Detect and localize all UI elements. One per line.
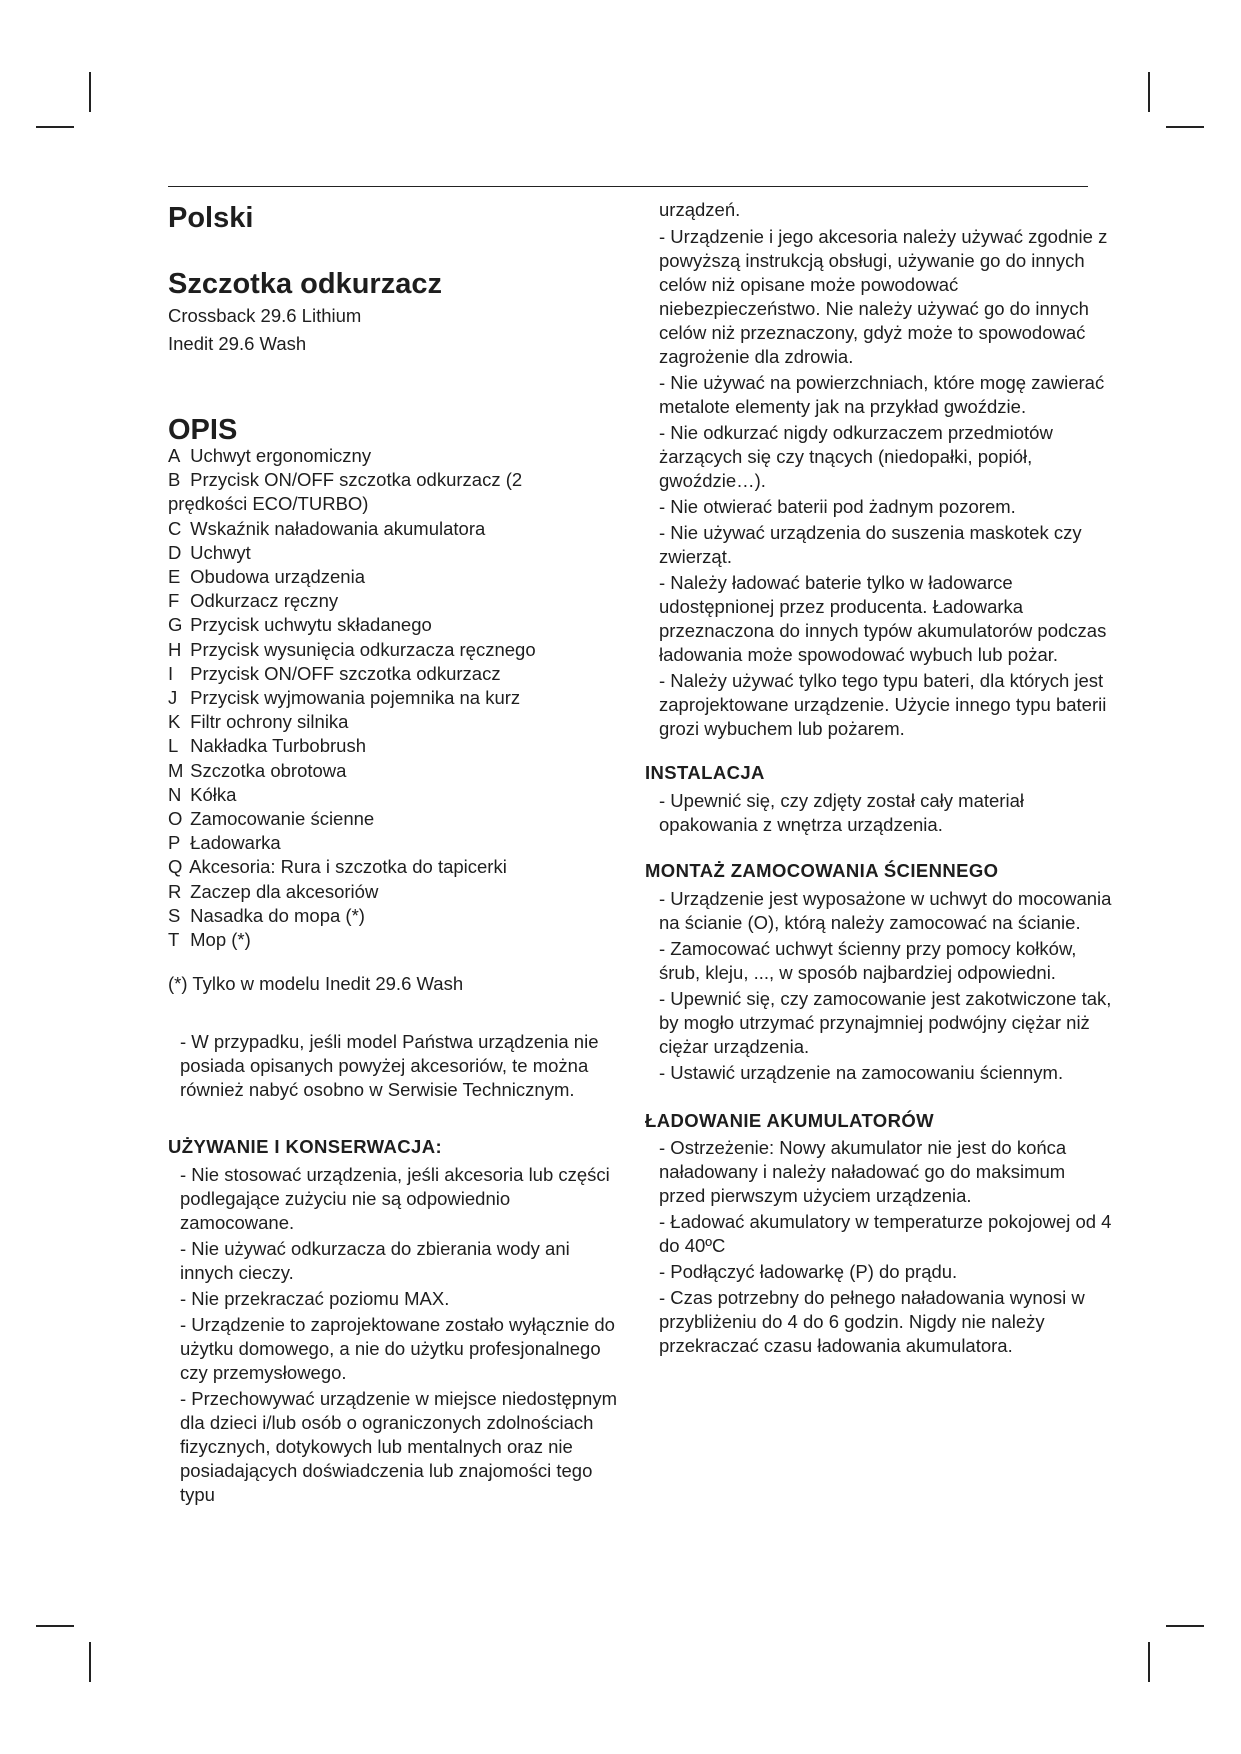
- opis-item-text: Odkurzacz ręczny: [190, 590, 339, 612]
- product-title: Szczotka odkurzacz: [168, 268, 442, 300]
- opis-item: [168, 783, 628, 807]
- opis-item-text: Przycisk ON/OFF szczotka odkurzacz: [190, 662, 501, 684]
- list-item: - Ładować akumulatory w temperaturze pokojowej od 4 do 40ºC: [659, 1211, 1112, 1256]
- opis-item-letter: N: [168, 783, 182, 805]
- list-item: - Zamocować uchwyt ścienny przy pomocy kołków, śrub, kleju, ..., w sposób najbardziej odpowiedni.: [659, 938, 1077, 983]
- crop-mark: [36, 1625, 74, 1627]
- opis-item-letter: L: [168, 735, 179, 757]
- instalacja-heading: INSTALACJA: [645, 762, 765, 783]
- opis-item-text: Uchwyt ergonomiczny: [190, 445, 372, 466]
- opis-item-text: Obudowa urządzenia: [190, 566, 365, 588]
- opis-item-letter: D: [168, 541, 182, 563]
- list-item: - Nie używać odkurzacza do zbierania wody ani innych cieczy.: [180, 1238, 570, 1284]
- opis-item-letter: B: [168, 469, 181, 491]
- opis-list: [168, 444, 628, 952]
- header-rule: [168, 186, 1088, 187]
- list-item: - Czas potrzebny do pełnego naładowania wynosi w przybliżeniu do 4 do 6 godzin. Nigdy nie należy przekraczać czasu ładowania akumulatora.: [659, 1287, 1085, 1356]
- opis-item-letter: S: [168, 904, 181, 926]
- ladowanie-heading: ŁADOWANIE AKUMULATORÓW: [645, 1110, 935, 1131]
- continuation-text: urządzeń.: [659, 199, 741, 220]
- opis-item: [168, 831, 628, 855]
- opis-item-letter: G: [168, 614, 183, 636]
- opis-item: [168, 904, 628, 928]
- opis-item-letter: Q: [168, 856, 183, 878]
- opis-footnote: (*) Tylko w modelu Inedit 29.6 Wash: [168, 973, 464, 995]
- opis-item: [168, 517, 628, 541]
- opis-item: [168, 734, 628, 758]
- opis-item-text: Zamocowanie ścienne: [190, 808, 375, 830]
- opis-item-text: Filtr ochrony silnika: [190, 711, 349, 733]
- list-item: - Urządzenie i jego akcesoria należy używać zgodnie z powyższą instrukcją obsługi, używanie go do innych celów niż opisane może powodować niebezpieczeństwo. Nie należy używać go do innych celów niż przeznaczony, gdyż może to spowodować zagrożenie dla zdrowia.: [659, 226, 1108, 367]
- opis-item-text: Wskaźnik naładowania akumulatora: [190, 517, 486, 539]
- opis-item-text: Nasadka do mopa (*): [190, 904, 365, 926]
- opis-item-letter: A: [168, 445, 181, 466]
- opis-item: [168, 686, 628, 710]
- uzywanie-list: [168, 1163, 628, 1507]
- opis-item-text: Nakładka Turbobrush: [190, 735, 366, 757]
- list-item: - Należy używać tylko tego typu bateri, dla których jest zaprojektowane urządzenie. Użycie innego typu baterii grozi wybuchem lub pożarem.: [659, 670, 1107, 739]
- montaz-list: [645, 887, 1115, 1085]
- opis-item-letter: K: [168, 711, 181, 733]
- opis-item: [168, 565, 628, 589]
- opis-item: [168, 855, 628, 879]
- opis-item-text: Przycisk wyjmowania pojemnika na kurz: [190, 687, 521, 709]
- opis-item-text: Przycisk uchwytu składanego: [190, 614, 432, 636]
- crop-mark: [1166, 126, 1204, 128]
- uzywanie-heading: UŻYWANIE I KONSERWACJA:: [168, 1136, 443, 1158]
- opis-item-text: Przycisk ON/OFF szczotka odkurzacz (2 prędkości ECO/TURBO): [168, 469, 523, 515]
- right-list: [645, 225, 1115, 741]
- opis-item: [168, 541, 628, 565]
- opis-item-letter: E: [168, 566, 181, 588]
- opis-item-text: Kółka: [190, 783, 237, 805]
- opis-item: [168, 638, 628, 662]
- list-item: - Nie przekraczać poziomu MAX.: [180, 1288, 450, 1310]
- opis-item: [168, 807, 628, 831]
- opis-item: [168, 468, 588, 516]
- opis-item-letter: I: [168, 662, 174, 684]
- opis-item: [168, 662, 628, 686]
- opis-item: [168, 710, 628, 734]
- opis-item-text: Zaczep dla akcesoriów: [190, 880, 379, 902]
- list-item: - Upewnić się, czy zamocowanie jest zakotwiczone tak, by mogło utrzymać przynajmniej podwójny ciężar niż ciężar urządzenia.: [659, 988, 1112, 1057]
- list-item: - Urządzenie jest wyposażone w uchwyt do mocowania na ścianie (O), którą należy zamocować na ścianie.: [659, 888, 1112, 933]
- crop-mark: [1148, 1642, 1150, 1682]
- opis-item-text: Przycisk wysunięcia odkurzacza ręcznego: [190, 638, 536, 660]
- opis-item: [168, 589, 628, 613]
- crop-mark: [89, 72, 91, 112]
- opis-item-letter: P: [168, 832, 181, 854]
- opis-item-text: Uchwyt: [190, 541, 251, 563]
- opis-item: [168, 444, 628, 468]
- opis-item-letter: T: [168, 929, 180, 951]
- list-item: - Nie stosować urządzenia, jeśli akcesoria lub części podlegające zużyciu nie są odpowiednio zamocowane.: [180, 1164, 610, 1234]
- list-item: - Przechowywać urządzenie w miejsce niedostępnym dla dzieci i/lub osób o ograniczonych zdolnościach fizycznych, dotykowych lub mentalnych oraz nie posiadających doświadczenia lub znajomości tego typu: [180, 1388, 617, 1506]
- crop-mark: [36, 126, 74, 128]
- list-item: - Podłączyć ładowarkę (P) do prądu.: [659, 1261, 958, 1282]
- list-item: - Ostrzeżenie: Nowy akumulator nie jest do końca naładowany i należy naładować go do maksimum przed pierwszym użyciem urządzenia.: [659, 1137, 1067, 1206]
- opis-item-letter: O: [168, 808, 183, 830]
- opis-item-text: Szczotka obrotowa: [190, 759, 347, 781]
- opis-item: [168, 928, 628, 952]
- model-name: Inedit 29.6 Wash: [168, 333, 307, 354]
- crop-mark: [1148, 72, 1150, 112]
- accessories-note: - W przypadku, jeśli model Państwa urządzenia nie posiada opisanych powyżej akcesoriów, te można również nabyć osobno w Serwisie Technicznym.: [180, 1031, 599, 1101]
- opis-item-letter: J: [168, 687, 178, 709]
- opis-item-letter: R: [168, 880, 182, 902]
- opis-item-text: Ładowarka: [190, 832, 281, 854]
- list-item: - Urządzenie to zaprojektowane zostało wyłącznie do użytku domowego, a nie do użytku profesjonalnego czy przemysłowego.: [180, 1314, 615, 1384]
- montaz-heading: MONTAŻ ZAMOCOWANIA ŚCIENNEGO: [645, 860, 999, 881]
- opis-item: [168, 613, 628, 637]
- opis-item-text: Mop (*): [190, 929, 251, 951]
- crop-mark: [89, 1642, 91, 1682]
- instalacja-list: [645, 789, 1115, 837]
- list-item: - Nie używać na powierzchniach, które mogę zawierać metalote elementy jak na przykład gwoździe.: [659, 372, 1105, 417]
- list-item: - Upewnić się, czy zdjęty został cały materiał opakowania z wnętrza urządzenia.: [659, 790, 1024, 835]
- crop-mark: [1166, 1625, 1204, 1627]
- ladowanie-list: [645, 1136, 1115, 1358]
- opis-item-text: Akcesoria: Rura i szczotka do tapicerki: [189, 856, 507, 878]
- opis-item-letter: M: [168, 759, 184, 781]
- list-item: - Nie otwierać baterii pod żadnym pozorem.: [659, 496, 1016, 517]
- opis-item: [168, 880, 628, 904]
- list-item: - Nie odkurzać nigdy odkurzaczem przedmiotów żarzących się czy tnących (niedopałki, popiół, gwoździe…).: [659, 422, 1053, 491]
- opis-item-letter: H: [168, 638, 182, 660]
- list-item: - Należy ładować baterie tylko w ładowarce udostępnionej przez producenta. Ładowarka przeznaczona do innych typów akumulatorów podczas ładowania może spowodować wybuch lub pożar.: [659, 572, 1107, 665]
- opis-heading: OPIS: [168, 414, 238, 446]
- right-column: [645, 198, 1115, 1360]
- left-column: [168, 198, 628, 1509]
- list-item: - Ustawić urządzenie na zamocowaniu ściennym.: [659, 1062, 1064, 1083]
- opis-item-letter: C: [168, 517, 182, 539]
- model-name: Crossback 29.6 Lithium: [168, 305, 362, 326]
- opis-item-letter: F: [168, 590, 180, 612]
- language-title: Polski: [168, 202, 254, 234]
- opis-item: [168, 759, 628, 783]
- list-item: - Nie używać urządzenia do suszenia maskotek czy zwierząt.: [659, 522, 1082, 567]
